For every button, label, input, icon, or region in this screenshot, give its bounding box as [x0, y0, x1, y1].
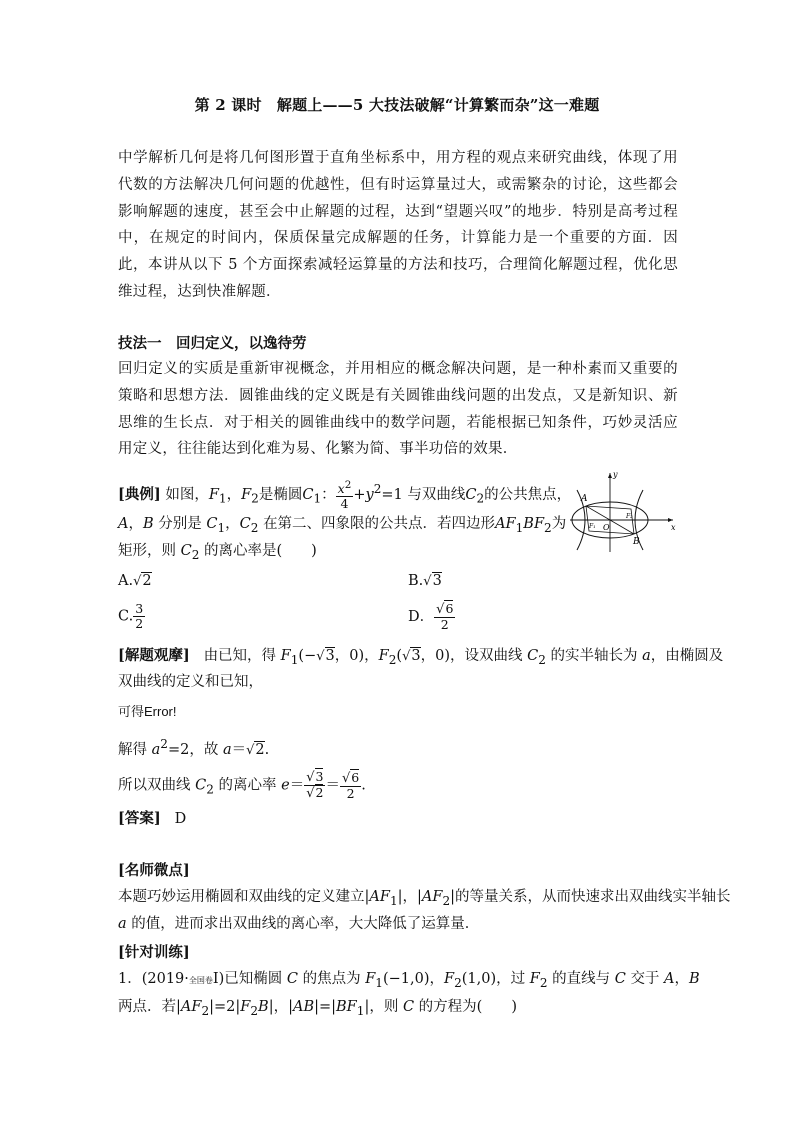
lesson-title: 第 2 课时 解题上——5 大技法破解“计算繁而杂”这一难题	[194, 96, 600, 114]
figure-label-B: B	[633, 537, 640, 547]
answer-line	[118, 808, 186, 830]
example-tag: [典例]	[118, 485, 161, 503]
figure-label-x: x	[671, 523, 676, 532]
practice-tag: [针对训练]	[118, 944, 190, 961]
method1-heading: 技法一 回归定义，以逸待劳	[118, 335, 307, 352]
practice-q1-line-1: 1．(2019·全国卷Ⅰ)已知椭圆 C 的焦点为 $F_1(-1,0)$，$F_2(1,0)$，过 $F_2$ 的直线与 C 交于 A，B	[118, 971, 700, 990]
method1-body: 回归定义的实质是重新审视概念，并用相应的概念解决问题，是一种朴素而又重要的策略和思想方法．圆锥曲线的定义既是有关圆锥曲线问题的出发点，又是新知识、新思维的生长点．对于相关的圆锥曲线中的数学问题，若能根据已知条件，巧妙灵活应用定义，往往能达到化难为易、化繁为简、事半功倍的效果．	[118, 361, 678, 458]
solution-line-4: 解得 $a^2=2$，故 a＝√2.	[118, 737, 270, 758]
option-c: C. $\frac{3}{2}$	[118, 601, 144, 631]
solution-tag: [解题观摩]	[118, 647, 190, 664]
intro-paragraph: 中学解析几何是将几何图形置于直角坐标系中，用方程的观点来研究曲线，体现了用代数的方法解决几何问题的优越性，但有时运算量过大，或需繁杂的讨论，这些都会影响解题的速度，甚至会中止解题的过程，达到“望题兴叹”的地步．特别是高考过程中，在规定的时间内，保质保量完成解题的任务，计算能力是一个重要的方面．因此，本讲从以下 5 个方面探索减轻运算量的方法和技巧，合理简化解题过程，优化思维过程，达到快准解题．	[118, 150, 678, 300]
example-line-1: [典例] 如图，$F_1$，$F_2$是椭圆$C_1$： $\frac{x^2}{4}$ $+y^2=1$ 与双曲线$C_2$的公共焦点，	[118, 479, 572, 512]
answer-value: D	[174, 811, 187, 827]
figure-label-O: O	[603, 523, 610, 532]
figure-label-y: y	[613, 470, 618, 479]
solution-line-1: [解题观摩] 由已知，得 $F_1(-√3$，0)，$F_2(√3$，0)，设双曲线 $C_2$ 的实半轴长为 a，由椭圆及	[118, 647, 724, 667]
answer-tag: [答案]	[118, 810, 161, 827]
source-stamp: 全国卷	[188, 976, 213, 985]
option-b: B.√3	[408, 573, 442, 589]
figure-label-F2: F₂	[626, 513, 633, 520]
tip-line-2: a 的值，进而求出双曲线的离心率，大大降低了运算量．	[118, 916, 480, 932]
ellipse-hyperbola-figure	[565, 468, 680, 553]
solution-line-5: 所以双曲线 $C_2$ 的离心率 e＝ $\frac{√3}{√2}$ ＝ $\frac{√6}{2}$ .	[118, 769, 366, 801]
figure-label-A: A	[581, 494, 588, 504]
example-line-2: A，B 分别是 $C_1$，$C_2$ 在第二、四象限的公共点．若四边形$AF_1BF_2$为	[118, 516, 567, 535]
fraction-x2-over-4: $\frac{x^2}{4}$	[337, 479, 352, 512]
practice-q1-line-2: 两点．若$|AF_2|=2|F_2B|$，$|AB|=|BF_1|$，则 C 的方程为( )	[118, 999, 517, 1018]
solution-line-3: 可得Error!	[118, 704, 177, 719]
tip-line-1: 本题巧妙运用椭圆和双曲线的定义建立$|AF_1|$，$|AF_2|$的等量关系，从而快速求出双曲线实半轴长	[118, 889, 731, 908]
tip-tag: [名师微点]	[118, 862, 190, 879]
example-line-3: 矩形，则 $C_2$ 的离心率是( )	[118, 543, 317, 562]
figure-label-F1: F₁	[589, 523, 596, 530]
solution-line-2: 双曲线的定义和已知，	[118, 674, 263, 690]
option-a: A.√2	[118, 573, 152, 589]
option-d: D． $\frac{√6}{2}$	[408, 601, 454, 632]
